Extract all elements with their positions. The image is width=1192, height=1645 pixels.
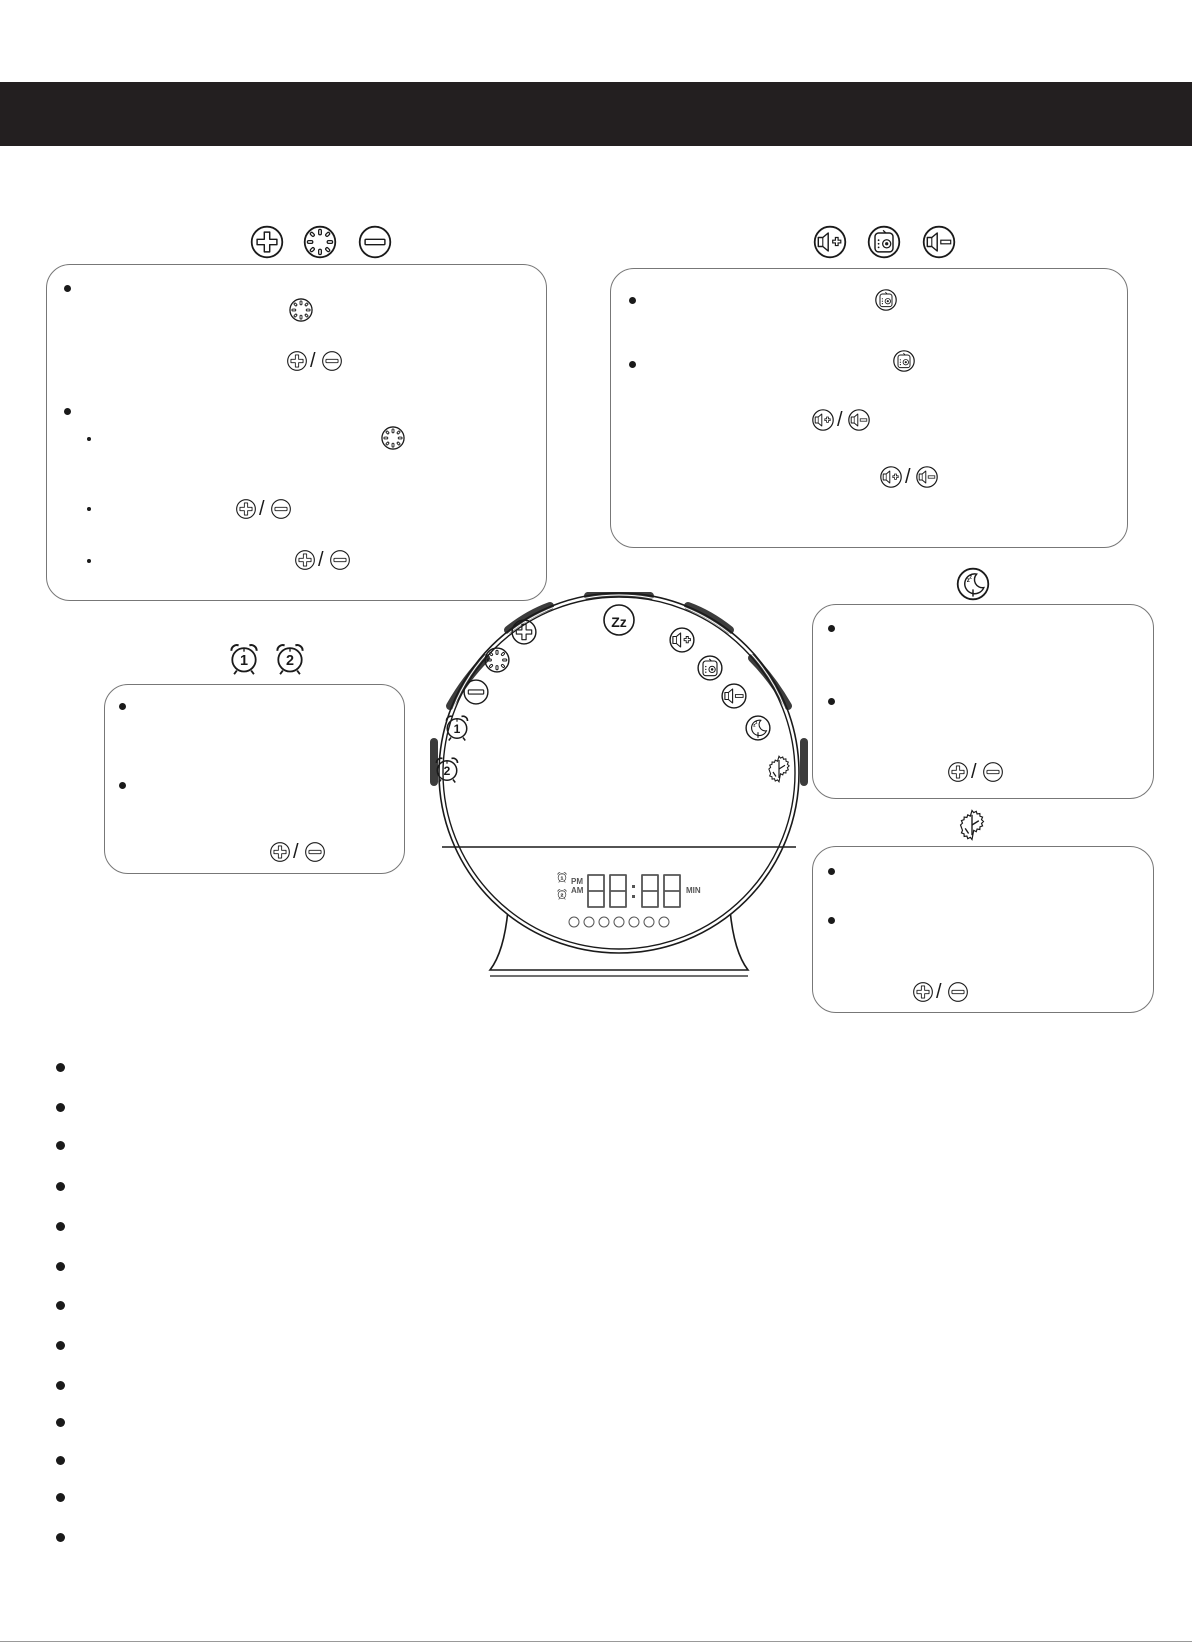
bullet bbox=[629, 361, 636, 368]
brightness-panel bbox=[46, 264, 547, 601]
sub-bullet bbox=[87, 507, 91, 511]
list-item-bullet bbox=[56, 1103, 65, 1112]
minus-icon bbox=[304, 841, 326, 863]
clock-icon bbox=[955, 808, 989, 842]
list-item-bullet bbox=[56, 1222, 65, 1231]
list-item-bullet bbox=[56, 1301, 65, 1310]
brightness-icon bbox=[288, 297, 314, 323]
separator: / bbox=[259, 498, 265, 520]
sleep-panel bbox=[812, 604, 1154, 799]
sub-bullet bbox=[87, 437, 91, 441]
sound-icon bbox=[892, 349, 916, 373]
minus-icon bbox=[270, 498, 292, 520]
plus-icon bbox=[912, 981, 934, 1003]
lcd-pm-label: PM bbox=[571, 877, 583, 886]
separator: / bbox=[837, 409, 843, 431]
sub-bullet bbox=[87, 559, 91, 563]
bullet bbox=[119, 782, 126, 789]
plus-icon bbox=[235, 498, 257, 520]
footer-rule bbox=[0, 1641, 1192, 1642]
bullet bbox=[119, 703, 126, 710]
sleep-icon bbox=[955, 566, 991, 602]
separator: / bbox=[293, 841, 299, 863]
volume-down-icon bbox=[921, 224, 957, 260]
bullet bbox=[828, 868, 835, 875]
volume-up-icon bbox=[879, 465, 903, 489]
svg-text:Zz: Zz bbox=[611, 614, 627, 630]
volume-up-icon bbox=[811, 408, 835, 432]
lcd-am-label: AM bbox=[571, 886, 584, 895]
bullet bbox=[828, 625, 835, 632]
alarm-clock-device-illustration bbox=[428, 592, 810, 986]
list-item-bullet bbox=[56, 1533, 65, 1542]
plus-icon bbox=[294, 549, 316, 571]
list-item-bullet bbox=[56, 1418, 65, 1427]
plus-icon bbox=[269, 841, 291, 863]
plus-icon bbox=[286, 350, 308, 372]
minus-icon bbox=[947, 981, 969, 1003]
sound-icon bbox=[866, 224, 902, 260]
bullet bbox=[64, 285, 71, 292]
minus-icon bbox=[982, 761, 1004, 783]
bullet bbox=[629, 297, 636, 304]
separator: / bbox=[936, 981, 942, 1003]
lcd-min-label: MIN bbox=[686, 886, 701, 895]
volume-down-icon bbox=[847, 408, 871, 432]
list-item-bullet bbox=[56, 1141, 65, 1150]
plus-icon bbox=[249, 224, 285, 260]
list-item-bullet bbox=[56, 1493, 65, 1502]
list-item-bullet bbox=[56, 1182, 65, 1191]
separator: / bbox=[971, 761, 977, 783]
minus-icon bbox=[357, 224, 393, 260]
section-header-bar bbox=[0, 82, 1192, 146]
bullet bbox=[64, 408, 71, 415]
list-item-bullet bbox=[56, 1063, 65, 1072]
volume-down-icon bbox=[915, 465, 939, 489]
clock-panel bbox=[812, 846, 1154, 1013]
bullet bbox=[828, 917, 835, 924]
separator: / bbox=[310, 350, 316, 372]
bullet bbox=[828, 698, 835, 705]
separator: / bbox=[905, 466, 911, 488]
minus-icon bbox=[321, 350, 343, 372]
minus-icon bbox=[329, 549, 351, 571]
separator: / bbox=[318, 549, 324, 571]
brightness-icon bbox=[302, 224, 338, 260]
list-item-bullet bbox=[56, 1341, 65, 1350]
list-item-bullet bbox=[56, 1262, 65, 1271]
alarm-2-icon bbox=[272, 640, 308, 676]
list-item-bullet bbox=[56, 1456, 65, 1465]
plus-icon bbox=[947, 761, 969, 783]
alarm-1-icon bbox=[226, 640, 262, 676]
sound-panel bbox=[610, 268, 1128, 548]
sound-icon bbox=[874, 288, 898, 312]
alarm-panel bbox=[104, 684, 405, 874]
brightness-icon bbox=[380, 425, 406, 451]
list-item-bullet bbox=[56, 1381, 65, 1390]
volume-up-icon bbox=[812, 224, 848, 260]
